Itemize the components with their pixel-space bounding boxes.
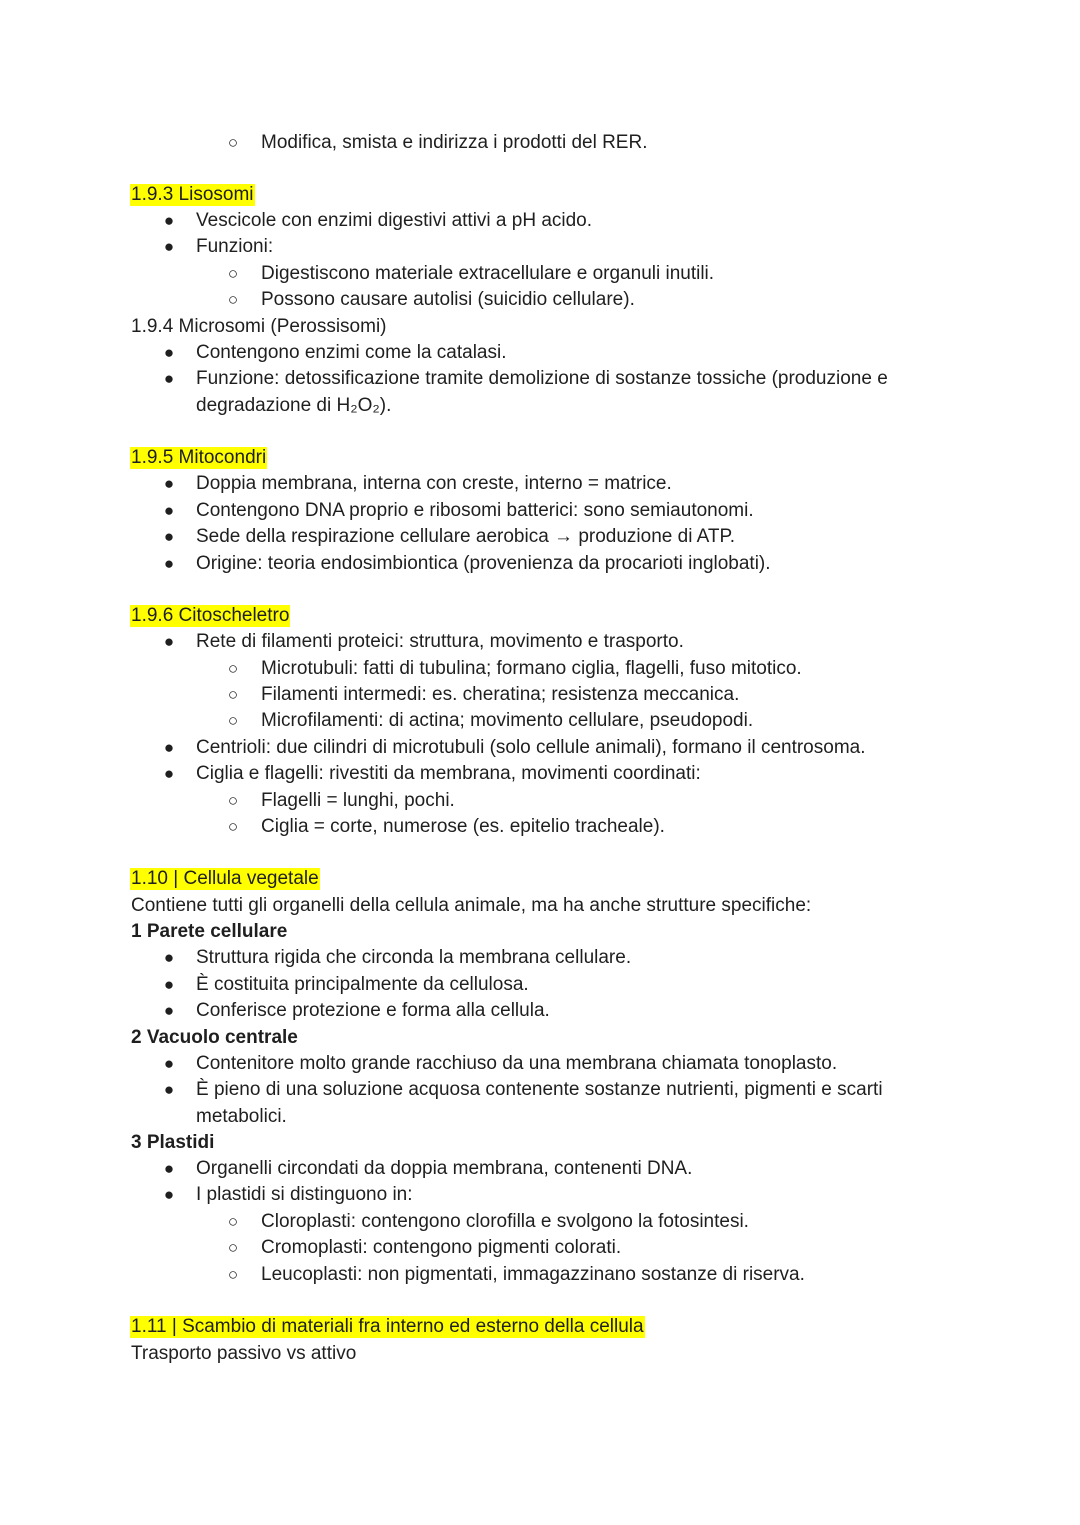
filled-bullet-icon: ● — [163, 343, 175, 362]
filled-bullet-icon: ● — [163, 1159, 175, 1178]
list-item-text: Funzioni: — [196, 236, 274, 257]
list-item-text: Contenitore molto grande racchiuso da una membrana chiamata tonoplasto. — [196, 1053, 838, 1074]
filled-bullet-icon: ● — [163, 1080, 175, 1099]
filled-bullet-icon: ● — [163, 632, 175, 651]
subsection-heading: 1 Parete cellulare — [131, 921, 288, 942]
list-item-text: Organelli circondati da doppia membrana, contenenti DNA. — [196, 1158, 693, 1179]
hollow-bullet-icon: ○ — [227, 791, 239, 810]
subsection-heading: 3 Plastidi — [131, 1132, 215, 1153]
list-item-text: Struttura rigida che circonda la membrana cellulare. — [196, 947, 632, 968]
hollow-bullet-icon: ○ — [227, 817, 239, 836]
list-item-text: degradazione di H₂O₂). — [196, 395, 392, 416]
list-item-text: Contengono enzimi come la catalasi. — [196, 342, 507, 363]
section-heading: 1.9.3 Lisosomi — [131, 184, 254, 205]
filled-bullet-icon: ● — [163, 474, 175, 493]
list-item-text: Vescicole con enzimi digestivi attivi a pH acido. — [196, 210, 593, 231]
paragraph-line: Contiene tutti gli organelli della cellula animale, ma ha anche strutture specifiche: — [131, 895, 812, 916]
section-heading: 1.11 | Scambio di materiali fra interno ed esterno della cellula — [131, 1316, 644, 1337]
list-item-text: Sede della respirazione cellulare aerobica → produzione di ATP. — [196, 526, 736, 547]
list-item-text: Doppia membrana, interna con creste, interno = matrice. — [196, 473, 672, 494]
filled-bullet-icon: ● — [163, 501, 175, 520]
list-item-text: Rete di filamenti proteici: struttura, movimento e trasporto. — [196, 631, 684, 652]
list-item-text: Possono causare autolisi (suicidio cellulare). — [261, 289, 635, 310]
list-item-text: Conferisce protezione e forma alla cellula. — [196, 1000, 550, 1021]
list-item-text: È pieno di una soluzione acquosa contenente sostanze nutrienti, pigmenti e scarti — [196, 1079, 883, 1100]
filled-bullet-icon: ● — [163, 948, 175, 967]
list-item-text: Contengono DNA proprio e ribosomi batterici: sono semiautonomi. — [196, 500, 754, 521]
hollow-bullet-icon: ○ — [227, 133, 239, 152]
paragraph-line: Trasporto passivo vs attivo — [131, 1343, 357, 1364]
list-item-text: Cloroplasti: contengono clorofilla e svolgono la fotosintesi. — [261, 1211, 749, 1232]
list-item-text: Filamenti intermedi: es. cheratina; resistenza meccanica. — [261, 684, 740, 705]
filled-bullet-icon: ● — [163, 1054, 175, 1073]
filled-bullet-icon: ● — [163, 554, 175, 573]
section-heading: 1.9.6 Citoscheletro — [131, 605, 290, 626]
list-item-text: Cromoplasti: contengono pigmenti colorati. — [261, 1237, 622, 1258]
hollow-bullet-icon: ○ — [227, 290, 239, 309]
hollow-bullet-icon: ○ — [227, 1212, 239, 1231]
list-item-text: Ciglia e flagelli: rivestiti da membrana, movimenti coordinati: — [196, 763, 701, 784]
list-item-text: Ciglia = corte, numerose (es. epitelio tracheale). — [261, 816, 665, 837]
filled-bullet-icon: ● — [163, 975, 175, 994]
list-item-text: metabolici. — [196, 1106, 287, 1127]
filled-bullet-icon: ● — [163, 369, 175, 388]
section-heading: 1.10 | Cellula vegetale — [131, 868, 319, 889]
subsection-heading: 2 Vacuolo centrale — [131, 1027, 298, 1048]
filled-bullet-icon: ● — [163, 527, 175, 546]
list-item-text: Microfilamenti: di actina; movimento cellulare, pseudopodi. — [261, 710, 754, 731]
list-item-text: Digestiscono materiale extracellulare e organuli inutili. — [261, 263, 715, 284]
list-item-text: Modifica, smista e indirizza i prodotti del RER. — [261, 132, 648, 153]
list-item-text: È costituita principalmente da cellulosa. — [196, 974, 529, 995]
hollow-bullet-icon: ○ — [227, 264, 239, 283]
hollow-bullet-icon: ○ — [227, 1238, 239, 1257]
hollow-bullet-icon: ○ — [227, 711, 239, 730]
filled-bullet-icon: ● — [163, 738, 175, 757]
list-item-text: Leucoplasti: non pigmentati, immagazzinano sostanze di riserva. — [261, 1264, 805, 1285]
filled-bullet-icon: ● — [163, 211, 175, 230]
list-item-text: Funzione: detossificazione tramite demolizione di sostanze tossiche (produzione e — [196, 368, 888, 389]
paragraph-line: 1.9.4 Microsomi (Perossisomi) — [131, 316, 387, 337]
filled-bullet-icon: ● — [163, 1001, 175, 1020]
list-item-text: Origine: teoria endosimbiontica (provenienza da procarioti inglobati). — [196, 553, 771, 574]
list-item-text: Centrioli: due cilindri di microtubuli (solo cellule animali), formano il centrosoma. — [196, 737, 866, 758]
section-heading: 1.9.5 Mitocondri — [131, 447, 267, 468]
list-item-text: Flagelli = lunghi, pochi. — [261, 790, 455, 811]
list-item-text: I plastidi si distinguono in: — [196, 1184, 413, 1205]
filled-bullet-icon: ● — [163, 764, 175, 783]
hollow-bullet-icon: ○ — [227, 685, 239, 704]
hollow-bullet-icon: ○ — [227, 1265, 239, 1284]
filled-bullet-icon: ● — [163, 1185, 175, 1204]
list-item-text: Microtubuli: fatti di tubulina; formano ciglia, flagelli, fuso mitotico. — [261, 658, 802, 679]
hollow-bullet-icon: ○ — [227, 659, 239, 678]
filled-bullet-icon: ● — [163, 237, 175, 256]
